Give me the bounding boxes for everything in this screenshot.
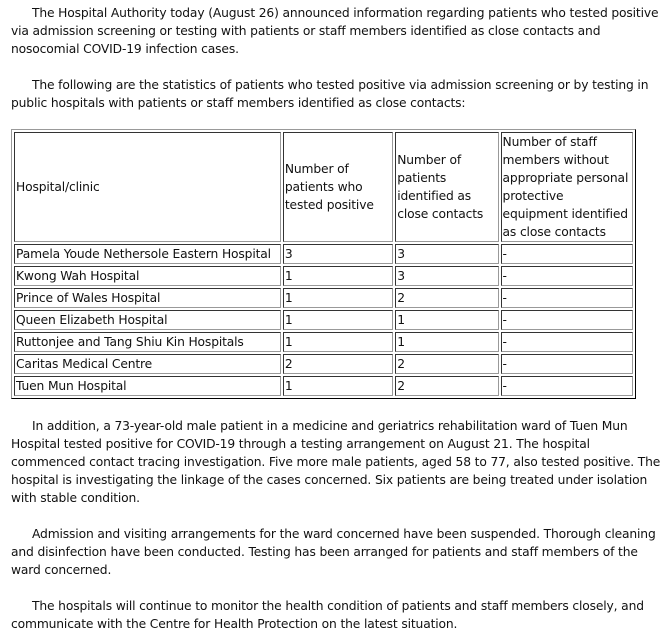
header-hospital: Hospital/clinic: [14, 132, 281, 242]
cell-tested-positive: 1: [283, 310, 393, 330]
table-row: [14, 288, 633, 308]
table-row: [14, 376, 633, 396]
table-row: [14, 354, 633, 374]
cell-staff-close-contacts: -: [501, 354, 633, 374]
cell-staff-close-contacts: -: [501, 332, 633, 352]
header-tested-positive: Number of patients who tested positive: [283, 132, 393, 242]
cell-staff-close-contacts: -: [501, 266, 633, 286]
cell-staff-close-contacts: -: [501, 376, 633, 396]
table-row: [14, 266, 633, 286]
cell-tested-positive: 1: [283, 376, 393, 396]
cell-hospital: Queen Elizabeth Hospital: [14, 310, 281, 330]
admission-paragraph: Admission and visiting arrangements for the ward concerned have been suspended. Thorough cleaning and disinfection have been conducted. Testing has been arranged for patients and staff members of the ward concerned.: [11, 527, 656, 577]
header-close-contacts: Number of patients identified as close contacts: [395, 132, 498, 242]
cell-staff-close-contacts: -: [501, 288, 633, 308]
intro-paragraph: The Hospital Authority today (August 26) announced information regarding patients who tested positive via admission screening or testing with patients or staff members identified as close contacts and nosocomial COVID-19 infection cases.: [11, 6, 659, 56]
cell-tested-positive: 3: [283, 244, 393, 264]
table-row: [14, 244, 633, 264]
spacer: [11, 507, 661, 525]
table-intro-paragraph: The following are the statistics of patients who tested positive via admission screening or by testing in public hospitals with patients or staff members identified as close contacts:: [11, 78, 649, 110]
cell-hospital: Ruttonjee and Tang Shiu Kin Hospitals: [14, 332, 281, 352]
cell-close-contacts: 2: [395, 288, 498, 308]
statistics-table: [11, 129, 636, 399]
spacer: [11, 579, 661, 597]
cell-close-contacts: 3: [395, 244, 498, 264]
cell-close-contacts: 3: [395, 266, 498, 286]
cell-hospital: Pamela Youde Nethersole Eastern Hospital: [14, 244, 281, 264]
cell-hospital: Kwong Wah Hospital: [14, 266, 281, 286]
cell-hospital: Prince of Wales Hospital: [14, 288, 281, 308]
cell-tested-positive: 1: [283, 266, 393, 286]
cell-close-contacts: 1: [395, 332, 498, 352]
cell-tested-positive: 1: [283, 288, 393, 308]
table-header-row: [14, 132, 633, 242]
cell-hospital: Caritas Medical Centre: [14, 354, 281, 374]
table-row: [14, 332, 633, 352]
table-row: [14, 310, 633, 330]
cell-hospital: Tuen Mun Hospital: [14, 376, 281, 396]
cell-close-contacts: 2: [395, 354, 498, 374]
spacer: [11, 58, 661, 76]
cell-close-contacts: 2: [395, 376, 498, 396]
header-staff-close-contacts: Number of staff members without appropriate personal protective equipment identified as close contacts: [501, 132, 633, 242]
cell-tested-positive: 2: [283, 354, 393, 374]
cell-staff-close-contacts: -: [501, 310, 633, 330]
cell-tested-positive: 1: [283, 332, 393, 352]
addition-paragraph: In addition, a 73-year-old male patient in a medicine and geriatrics rehabilitation ward of Tuen Mun Hospital tested positive for COVID-19 through a testing arrangement on August 21. The hospital commenced contact tracing investigation. Five more male patients, aged 58 to 77, also tested positive. The hospital is investigating the linkage of the cases concerned. Six patients are being treated under isolation with stable condition.: [11, 419, 661, 505]
cell-staff-close-contacts: -: [501, 244, 633, 264]
closing-paragraph: The hospitals will continue to monitor the health condition of patients and staff members closely, and communicate with the Centre for Health Protection on the latest situation.: [11, 599, 644, 631]
cell-close-contacts: 1: [395, 310, 498, 330]
